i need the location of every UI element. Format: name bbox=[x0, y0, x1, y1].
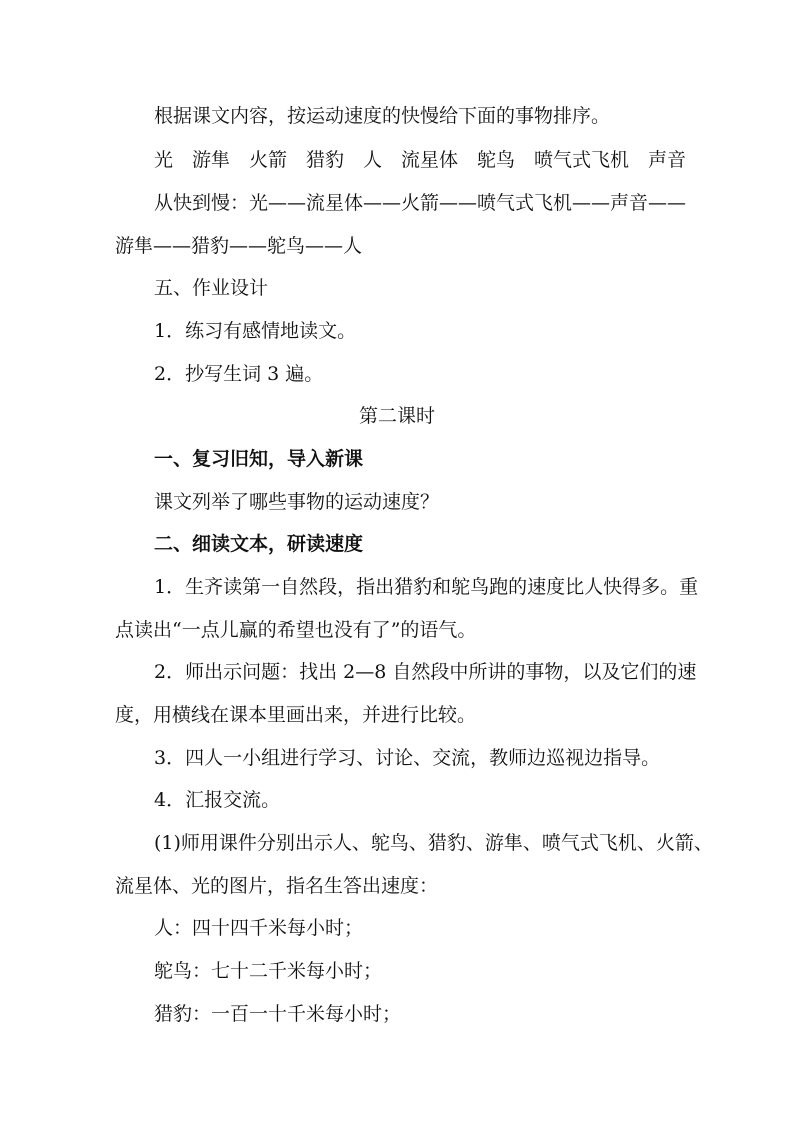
substep-1-line-2: 流星体、光的图片，指名生答出速度： bbox=[115, 875, 439, 897]
step-2-line-2: 度，用横线在课本里画出来，并进行比较。 bbox=[115, 704, 477, 726]
instruction-text: 根据课文内容，按运动速度的快慢给下面的事物排序。 bbox=[154, 105, 611, 127]
step-4: 4．汇报交流。 bbox=[154, 789, 281, 811]
step-1-line-1: 1．生齐读第一自然段，指出猎豹和鸵鸟跑的速度比人快得多。重 bbox=[154, 576, 699, 598]
speed-person: 人：四十四千米每小时； bbox=[154, 917, 364, 939]
homework-item-2: 2．抄写生词 3 遍。 bbox=[154, 363, 324, 385]
section-heading-reading: 二、细读文本，研读速度 bbox=[154, 533, 364, 555]
step-3: 3．四人一小组进行学习、讨论、交流，教师边巡视边指导。 bbox=[154, 747, 661, 769]
step-1-line-2: 点读出“一点儿赢的希望也没有了”的语气。 bbox=[115, 619, 477, 641]
section-heading-review: 一、复习旧知，导入新课 bbox=[154, 448, 364, 470]
speed-cheetah: 猎豹：一百一十千米每小时； bbox=[154, 1003, 402, 1025]
section-heading-homework: 五、作业设计 bbox=[154, 277, 269, 299]
step-2-line-1: 2．师出示问题：找出 2—8 自然段中所讲的事物，以及它们的速 bbox=[154, 661, 697, 683]
order-answer-line-1: 从快到慢：光——流星体——火箭——喷气式飞机——声音—— bbox=[154, 192, 687, 214]
order-answer-line-2: 游隼——猎豹——鸵鸟——人 bbox=[115, 235, 363, 257]
speed-ostrich: 鸵鸟：七十二千米每小时； bbox=[154, 960, 383, 982]
lesson-title: 第二课时 bbox=[358, 405, 435, 427]
homework-item-1: 1．练习有感情地读文。 bbox=[154, 320, 357, 342]
review-question: 课文列举了哪些事物的运动速度？ bbox=[154, 491, 440, 513]
substep-1-line-1: (1)师用课件分别出示人、鸵鸟、猎豹、游隼、喷气式飞机、火箭、 bbox=[154, 832, 713, 854]
items-list: 光 游隼 火箭 猎豹 人 流星体 鸵鸟 喷气式飞机 声音 bbox=[154, 149, 687, 171]
